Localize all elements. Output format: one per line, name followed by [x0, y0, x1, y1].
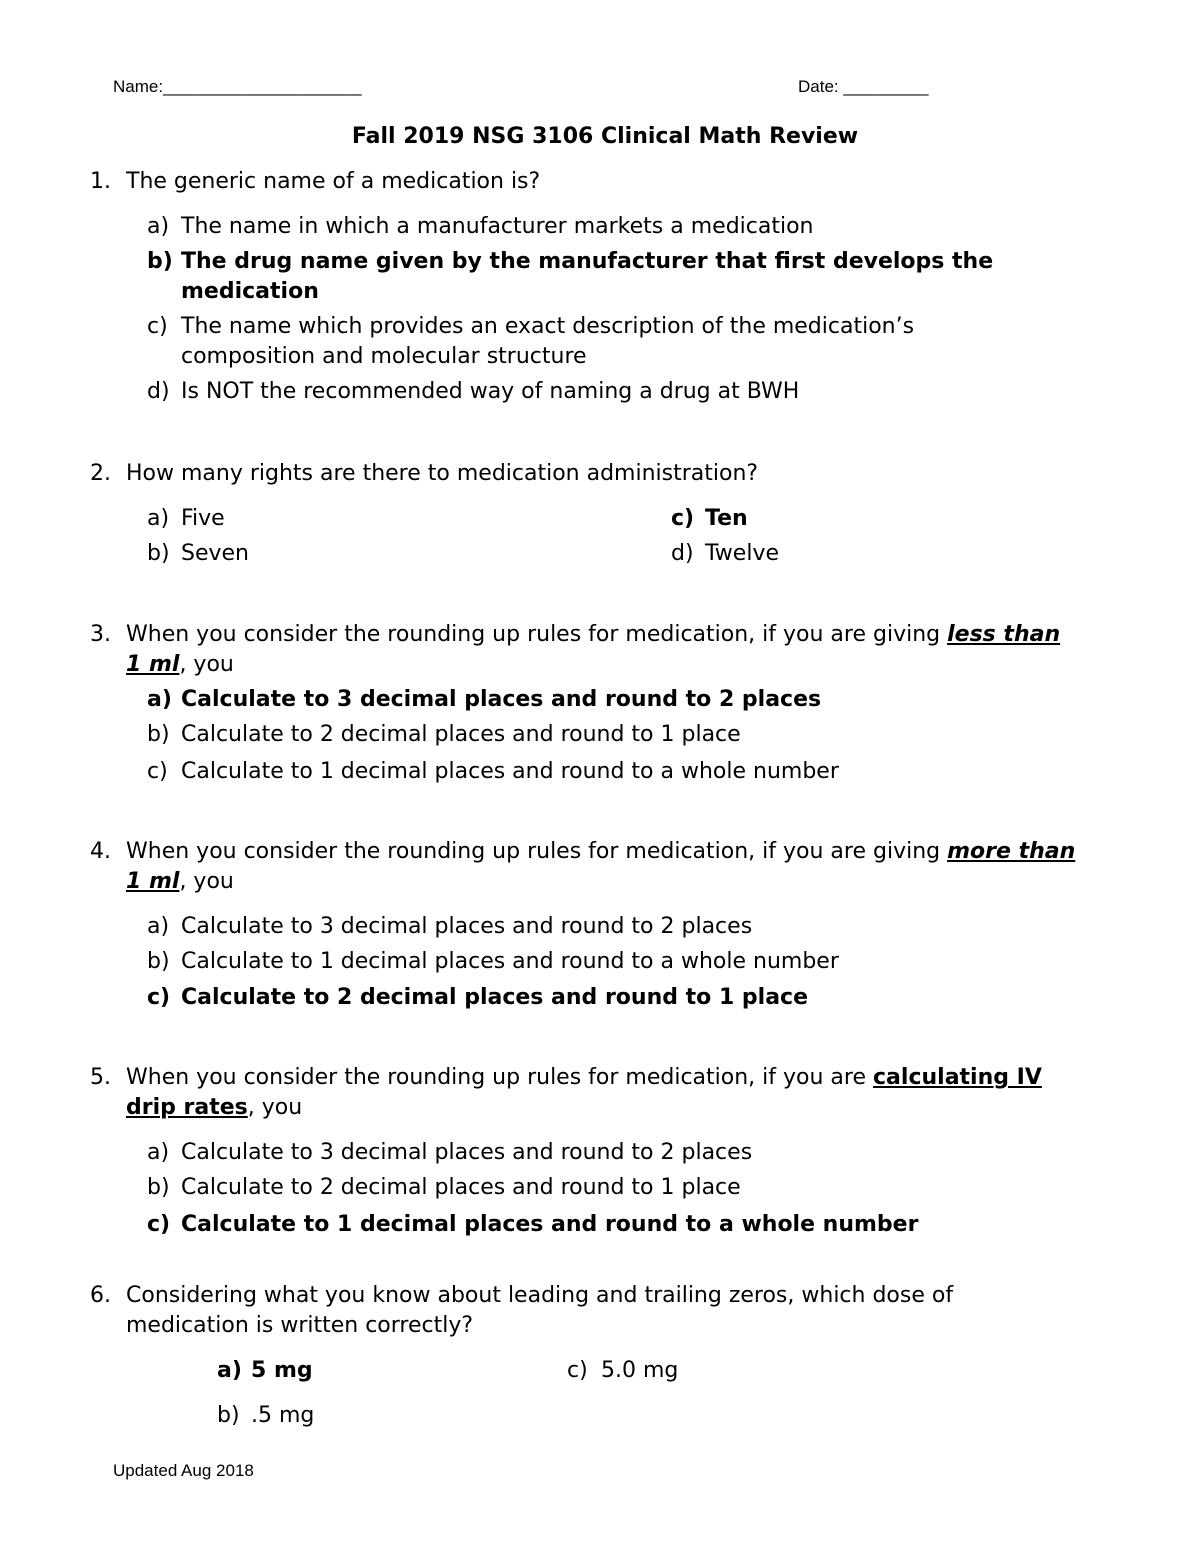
option-letter: c) — [147, 314, 168, 339]
question-text: When you consider the rounding up rules for medication, if you are giving more than 1 ml, you — [126, 839, 1076, 894]
option-letter: a) — [147, 914, 170, 939]
option-letter: b) — [147, 722, 170, 747]
question-text: When you consider the rounding up rules for medication, if you are giving less than 1 ml, you — [126, 622, 1061, 677]
name-field-label: Name:_____________________ — [113, 77, 362, 96]
option-text: The name in which a manufacturer markets a medication — [181, 214, 814, 239]
option-letter: d) — [147, 379, 170, 404]
option-letter: b) — [147, 949, 170, 974]
option-a — [147, 504, 225, 534]
question-number: 5. — [90, 1065, 111, 1090]
emphasized-phrase: calculating IV drip rates — [126, 1065, 1042, 1120]
option-text: Ten — [705, 506, 748, 531]
option-b — [147, 947, 839, 977]
option-text: Calculate to 1 decimal places and round to a whole number — [181, 759, 839, 784]
option-text: Is NOT the recommended way of naming a drug at BWH — [181, 379, 800, 404]
option-letter: b) — [147, 249, 173, 274]
emphasized-phrase: more than 1 ml — [126, 839, 1076, 894]
option-d — [147, 377, 799, 407]
option-text: .5 mg — [251, 1403, 315, 1428]
option-text: The name which provides an exact description of the medication’s composition and molecular structure — [181, 314, 915, 369]
option-text: Calculate to 2 decimal places and round to 1 place — [181, 722, 741, 747]
option-a-answer — [217, 1356, 313, 1386]
option-b-answer — [147, 247, 1071, 307]
emphasized-phrase: less than 1 ml — [126, 622, 1061, 677]
question-number: 2. — [90, 461, 111, 486]
option-c-answer — [147, 983, 808, 1013]
option-a-answer — [147, 685, 821, 715]
option-letter: c) — [567, 1358, 588, 1383]
page-footer: Updated Aug 2018 — [113, 1461, 254, 1480]
option-text: The drug name given by the manufacturer that first develops the medication — [181, 249, 994, 304]
page-title: Fall 2019 NSG 3106 Clinical Math Review — [351, 124, 859, 149]
option-b — [147, 539, 249, 569]
question-number: 4. — [90, 839, 111, 864]
option-text: Calculate to 3 decimal places and round to 2 places — [181, 1140, 753, 1165]
option-text: Calculate to 1 decimal places and round to a whole number — [181, 949, 839, 974]
option-a — [147, 912, 752, 942]
option-b — [217, 1401, 314, 1431]
option-letter: c) — [147, 1212, 171, 1237]
question-text: The generic name of a medication is? — [126, 169, 541, 194]
option-text: Calculate to 3 decimal places and round to 2 places — [181, 687, 822, 712]
option-text: Calculate to 1 decimal places and round to a whole number — [181, 1212, 919, 1237]
option-a — [147, 1138, 752, 1168]
option-b — [147, 720, 741, 750]
option-c — [567, 1356, 678, 1386]
option-letter: d) — [671, 541, 694, 566]
option-letter: c) — [671, 506, 695, 531]
option-text: Seven — [181, 541, 249, 566]
question-text: When you consider the rounding up rules for medication, if you are calculating IV drip rates, you — [126, 1065, 1042, 1120]
option-c-answer — [671, 504, 748, 534]
question-text: How many rights are there to medication administration? — [126, 461, 759, 486]
option-letter: c) — [147, 985, 171, 1010]
option-text: Five — [181, 506, 225, 531]
option-a — [147, 212, 814, 242]
option-text: 5.0 mg — [601, 1358, 679, 1383]
option-letter: a) — [147, 1140, 170, 1165]
option-letter: a) — [147, 687, 172, 712]
option-b — [147, 1173, 741, 1203]
option-c — [147, 312, 981, 372]
option-text: Calculate to 2 decimal places and round to 1 place — [181, 1175, 741, 1200]
date-field-label: Date: _________ — [798, 77, 929, 96]
option-letter: c) — [147, 759, 168, 784]
option-letter: a) — [217, 1358, 242, 1383]
question-text: Considering what you know about leading and trailing zeros, which dose of medication is written correctly? — [126, 1283, 954, 1338]
option-letter: a) — [147, 214, 170, 239]
option-c-answer — [147, 1210, 918, 1240]
question-number: 1. — [90, 169, 111, 194]
option-c — [147, 757, 839, 787]
option-d — [671, 539, 779, 569]
option-text: Twelve — [705, 541, 779, 566]
option-letter: b) — [147, 541, 170, 566]
option-letter: b) — [217, 1403, 240, 1428]
option-letter: b) — [147, 1175, 170, 1200]
option-text: 5 mg — [251, 1358, 313, 1383]
question-number: 3. — [90, 622, 111, 647]
option-text: Calculate to 2 decimal places and round to 1 place — [181, 985, 809, 1010]
option-text: Calculate to 3 decimal places and round to 2 places — [181, 914, 753, 939]
option-letter: a) — [147, 506, 170, 531]
question-number: 6. — [90, 1283, 111, 1308]
